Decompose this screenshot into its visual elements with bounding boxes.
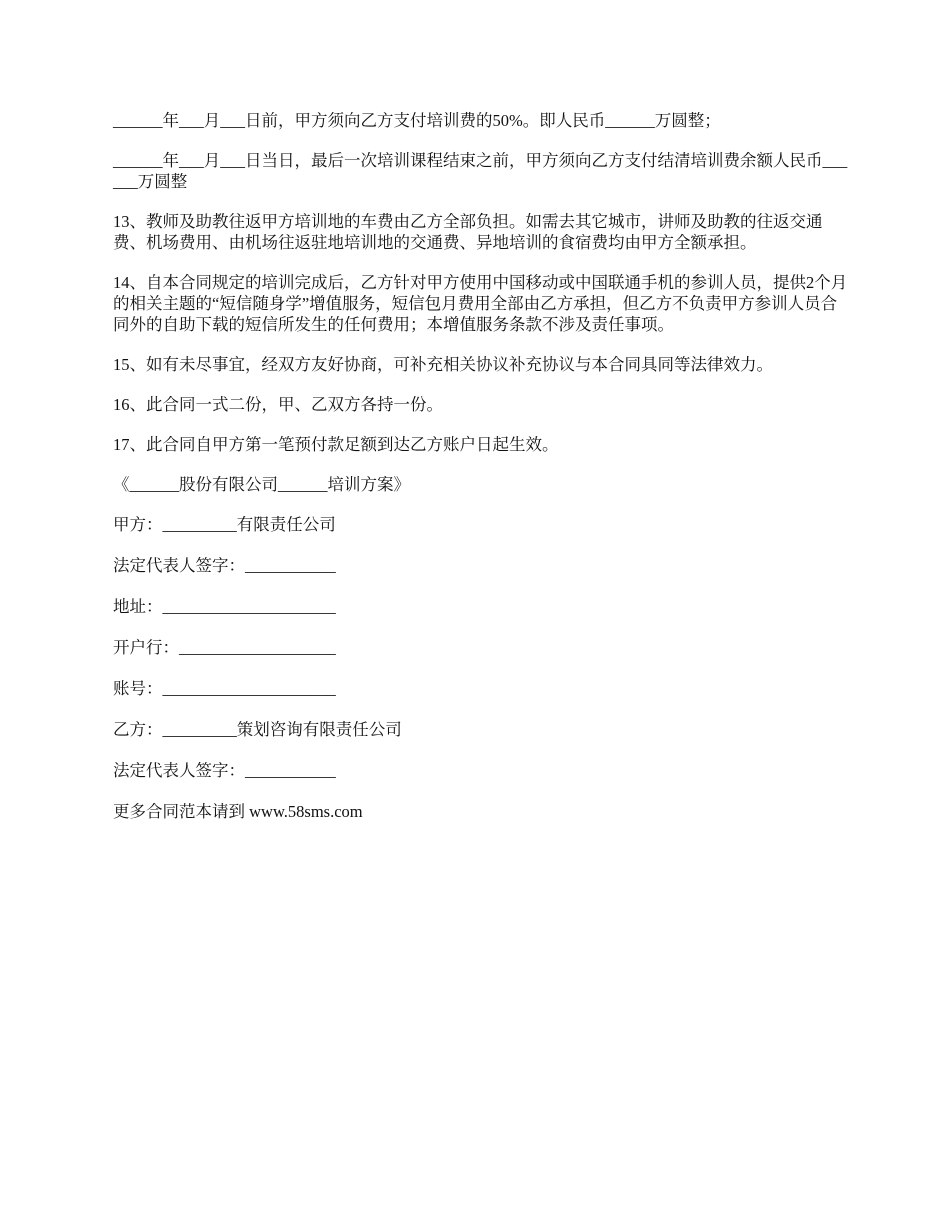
clause-14-sms-service: 14、自本合同规定的培训完成后，乙方针对甲方使用中国移动或中国联通手机的参训人员，提供2个月的相关主题的“短信随身学”增值服务，短信包月费用全部由乙方承担，但乙方不负责甲方参训人员合同外的自助下载的短信所发生的任何费用；本增值服务条款不涉及责任事项。 [113,273,848,334]
party-a-representative-signature: 法定代表人签字：___________ [113,556,336,575]
payment-clause-final: ______年___月___日当日，最后一次培训课程结束之前，甲方须向乙方支付结清培训费余额人民币______万圆整 [113,151,848,191]
payment-clause-first: ______年___月___日前，甲方须向乙方支付培训费的50%。即人民币______万圆整； [113,111,721,130]
party-b-representative-signature: 法定代表人签字：___________ [113,761,336,780]
clause-16-copies: 16、此合同一式二份，甲、乙双方各持一份。 [113,395,443,414]
party-a-name: 甲方：_________有限责任公司 [113,515,336,534]
clause-15-supplementary: 15、如有未尽事宜，经双方友好协商，可补充相关协议补充协议与本合同具同等法律效力。 [113,355,773,374]
clause-17-effective: 17、此合同自甲方第一笔预付款足额到达乙方账户日起生效。 [113,435,559,454]
training-plan-title: 《______股份有限公司______培训方案》 [113,475,410,494]
party-b-name: 乙方：_________策划咨询有限责任公司 [113,720,402,739]
clause-13-travel-costs: 13、教师及助教往返甲方培训地的车费由乙方全部负担。如需去其它城市，讲师及助教的往返交通费、机场费用、由机场往返驻地培训地的交通费、异地培训的食宿费均由甲方全额承担。 [113,212,823,252]
document-page [113,110,853,842]
party-a-account: 账号：_____________________ [113,679,336,698]
party-a-address: 地址：_____________________ [113,597,336,616]
party-a-bank: 开户行：___________________ [113,638,336,657]
more-templates-footer: 更多合同范本请到 www.58sms.com [113,802,363,821]
